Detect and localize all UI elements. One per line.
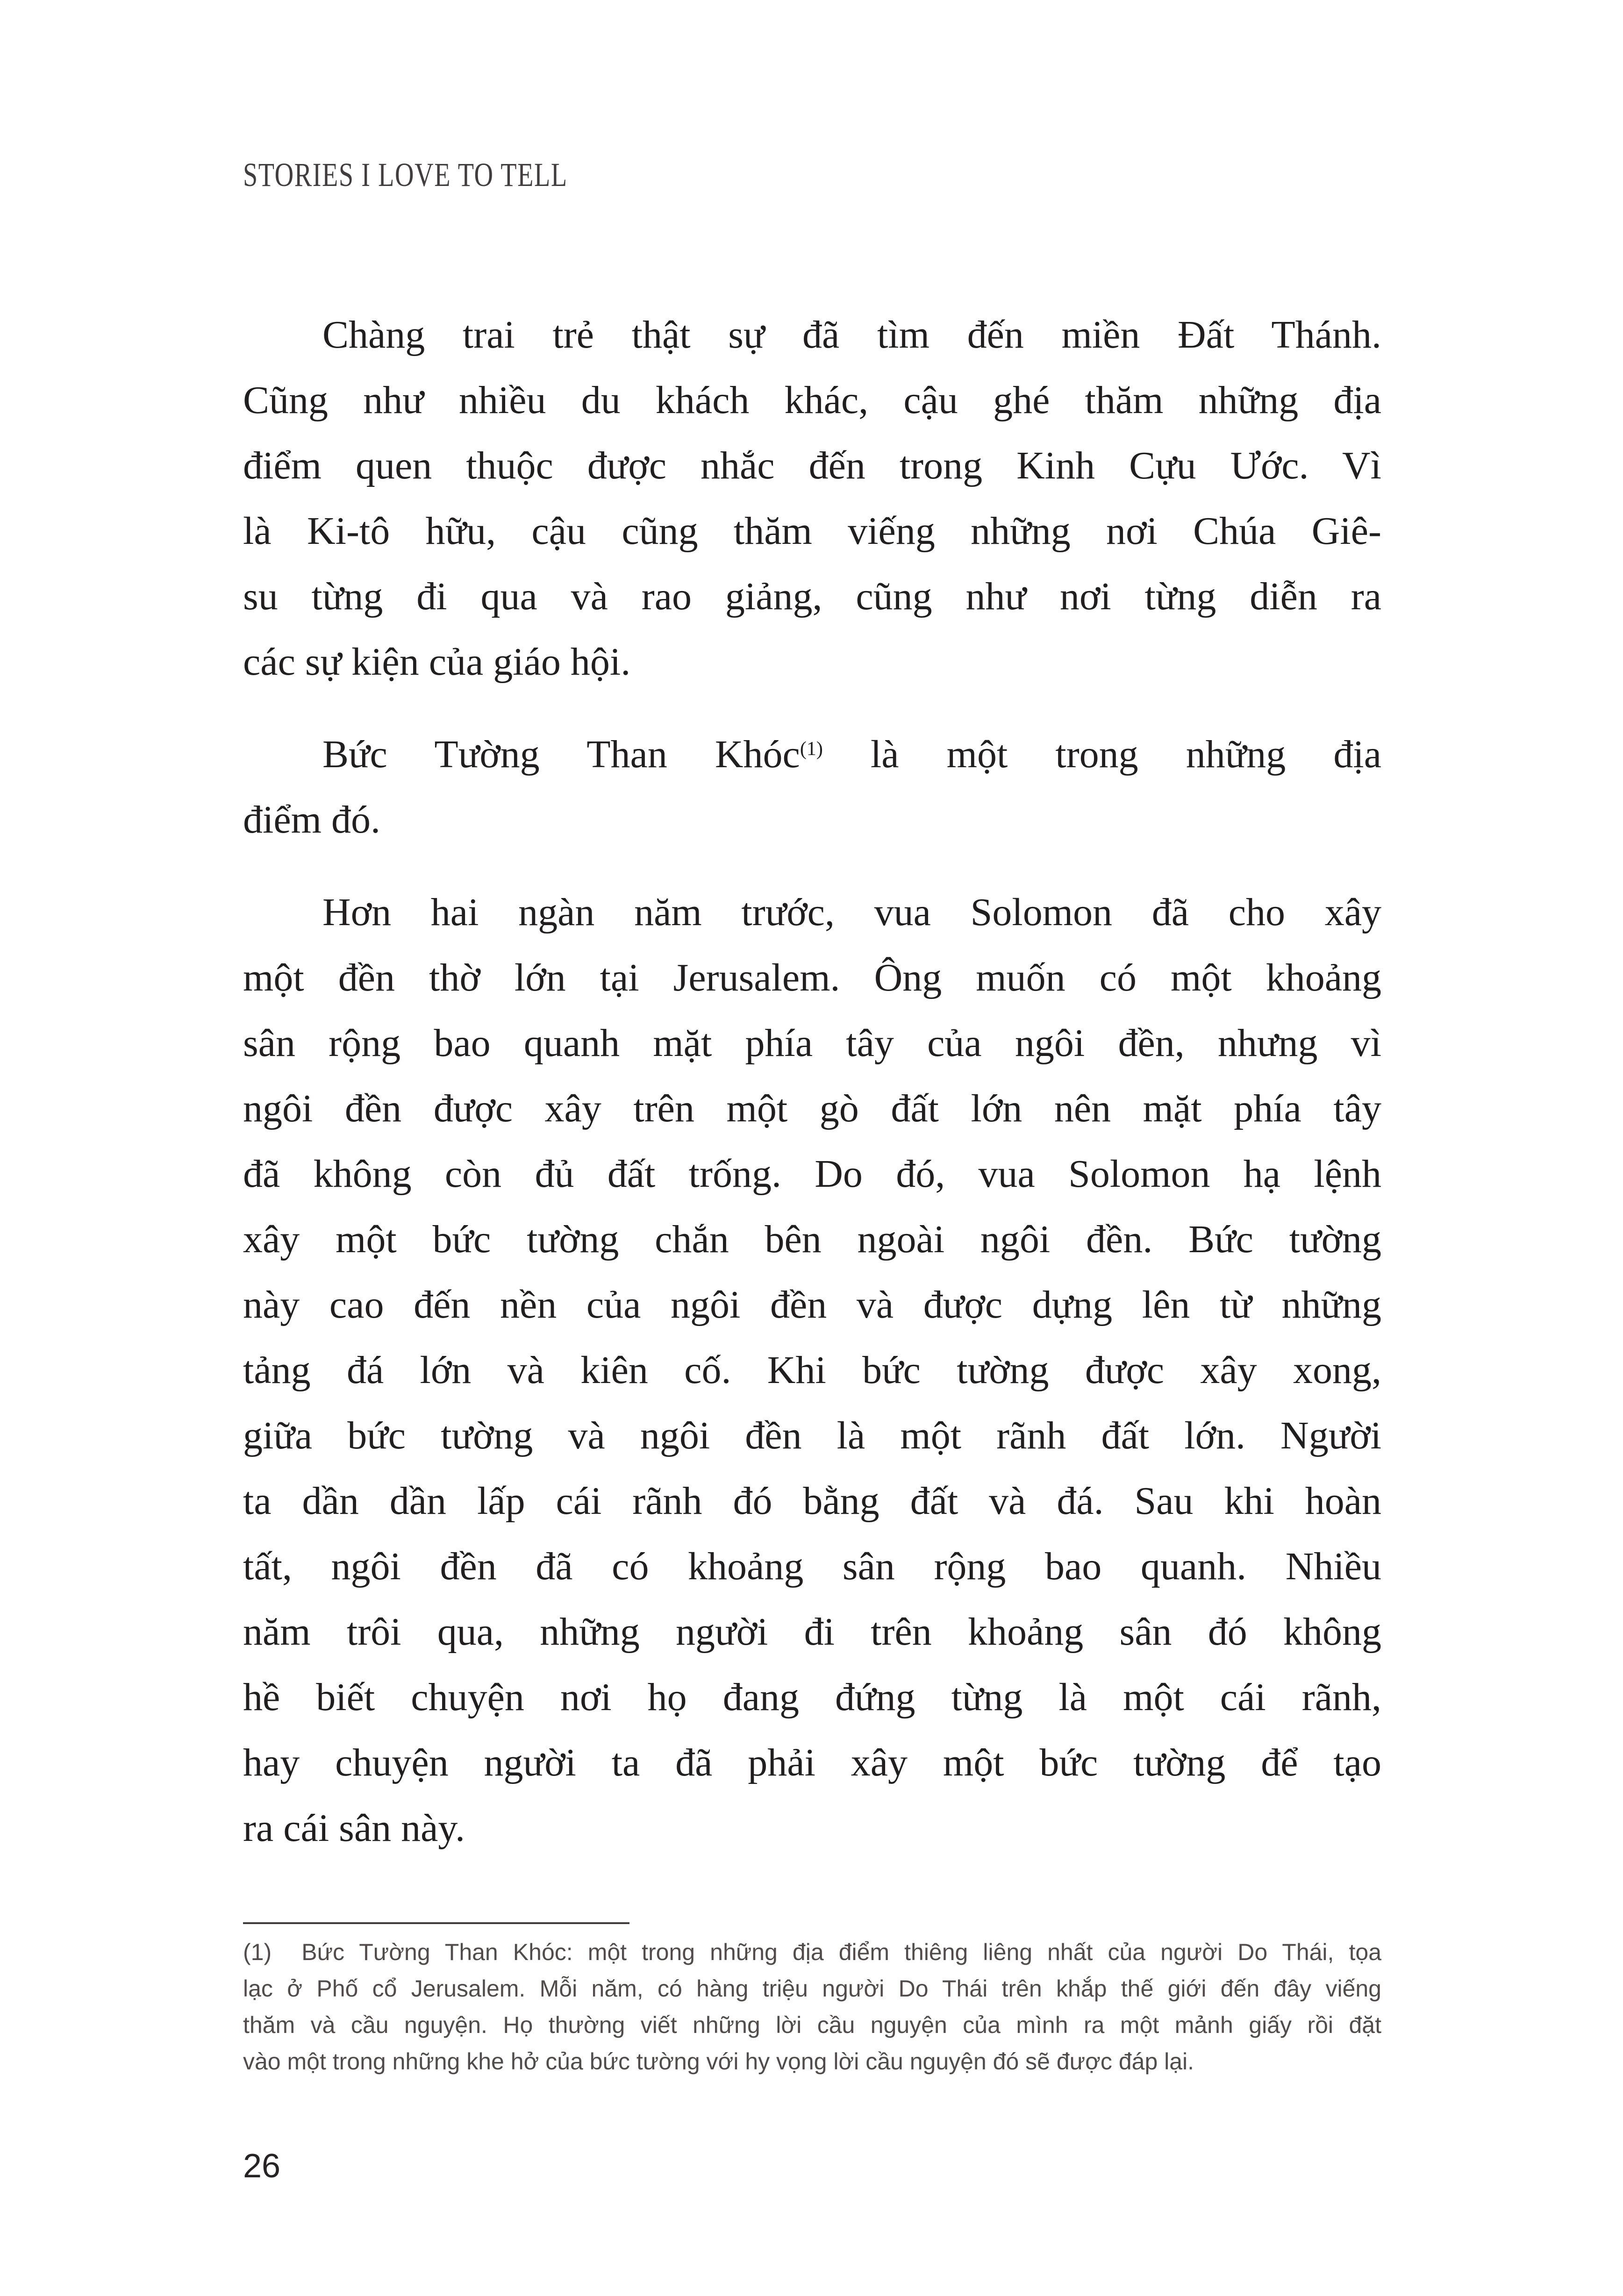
text-line: điểm quen thuộc được nhắc đến trong Kinh Cựu Ước. Vì [243, 444, 1381, 487]
text-line: năm trôi qua, những người đi trên khoảng sân đó không [243, 1610, 1381, 1654]
text-line: xây một bức tường chắn bên ngoài ngôi đền. Bức tường [243, 1218, 1381, 1261]
page-number: 26 [243, 2147, 281, 2185]
text-line: su từng đi qua và rao giảng, cũng như nơi từng diễn ra [243, 575, 1381, 618]
text-line: Cũng như nhiều du khách khác, cậu ghé thăm những địa [243, 378, 1381, 422]
text-line: các sự kiện của giáo hội. [243, 640, 631, 684]
paragraph-2 [243, 722, 1381, 853]
text-line: này cao đến nền của ngôi đền và được dựng lên từ những [243, 1283, 1381, 1326]
body-text [243, 302, 1381, 1861]
text-line: là Ki-tô hữu, cậu cũng thăm viếng những nơi Chúa Giê- [243, 509, 1381, 553]
footnote [243, 1934, 1381, 2080]
text-line: điểm đó. [243, 798, 380, 841]
text-line: giữa bức tường và ngôi đền là một rãnh đất lớn. Người [243, 1414, 1381, 1457]
footnote-separator-rule [243, 1922, 629, 1924]
text-line: vào một trong những khe hở của bức tường với hy vọng lời cầu nguyện đó sẽ được đáp lại. [243, 2048, 1194, 2075]
running-header: STORIES I LOVE TO TELL [243, 156, 568, 193]
p2-line1-text-after: là một trong những địa [822, 733, 1381, 776]
p2-line1-text: Bức Tường Than Khóc [322, 733, 800, 776]
text-line: một đền thờ lớn tại Jerusalem. Ông muốn có một khoảng [243, 956, 1381, 999]
text-line: ra cái sân này. [243, 1806, 465, 1850]
text-line: ta dần dần lấp cái rãnh đó bằng đất và đá. Sau khi hoàn [243, 1479, 1381, 1523]
text-line: Chàng trai trẻ thật sự đã tìm đến miền Đất Thánh. [322, 313, 1381, 357]
footnote-marker: (1) [800, 738, 823, 760]
text-line: ngôi đền được xây trên một gò đất lớn nên mặt phía tây [243, 1087, 1381, 1130]
paragraph-1 [243, 302, 1381, 695]
text-line: sân rộng bao quanh mặt phía tây của ngôi đền, nhưng vì [243, 1021, 1381, 1065]
text-line: lạc ở Phố cổ Jerusalem. Mỗi năm, có hàng triệu người Do Thái trên khắp thế giới đến đây viếng [243, 1975, 1381, 2002]
text-line: thăm và cầu nguyện. Họ thường viết những lời cầu nguyện của mình ra một mảnh giấy rồi đặt [243, 2012, 1381, 2038]
text-line [243, 722, 1381, 787]
text-line: (1) Bức Tường Than Khóc: một trong những địa điểm thiêng liêng nhất của người Do Thái, tọa [243, 1939, 1381, 1965]
text-line: tất, ngôi đền đã có khoảng sân rộng bao quanh. Nhiều [243, 1545, 1381, 1588]
text-line: hay chuyện người ta đã phải xây một bức tường để tạo [243, 1741, 1381, 1784]
paragraph-3 [243, 880, 1381, 1861]
text-line: đã không còn đủ đất trống. Do đó, vua Solomon hạ lệnh [243, 1152, 1381, 1196]
text-line: Hơn hai ngàn năm trước, vua Solomon đã cho xây [322, 891, 1381, 934]
text-line: tảng đá lớn và kiên cố. Khi bức tường được xây xong, [243, 1348, 1381, 1392]
text-line: hề biết chuyện nơi họ đang đứng từng là một cái rãnh, [243, 1676, 1381, 1719]
